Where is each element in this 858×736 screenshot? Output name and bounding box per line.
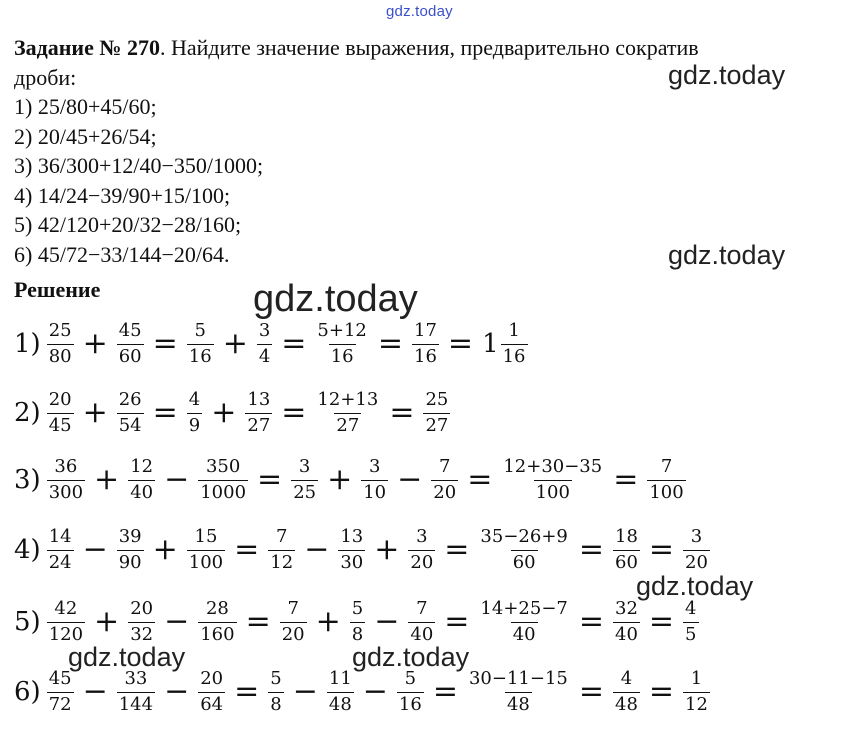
solution-heading: Решение: [14, 277, 101, 302]
numerator: 5: [270, 668, 282, 689]
denominator: 300: [48, 482, 84, 503]
denominator: 80: [48, 346, 72, 367]
numerator: 7: [276, 526, 288, 547]
fraction: [412, 322, 439, 366]
task-statement: [14, 33, 699, 269]
numerator: 20: [48, 389, 72, 410]
fraction: [47, 670, 74, 714]
fraction: [117, 670, 155, 714]
operator: −: [164, 604, 190, 639]
denominator: 16: [502, 346, 526, 367]
fraction: [501, 458, 604, 502]
denominator: 72: [48, 694, 72, 715]
task-item: 2) 20/45+26/54;: [14, 123, 157, 149]
fraction: [47, 322, 74, 366]
denominator: 20: [685, 552, 708, 573]
numerator: 17: [414, 320, 437, 341]
fraction: [467, 670, 570, 714]
fraction: [117, 322, 144, 366]
fraction: [647, 458, 685, 502]
denominator: 120: [48, 624, 84, 645]
operator: −: [362, 674, 388, 709]
fraction: [47, 458, 85, 502]
fraction: [350, 600, 365, 644]
numerator: 1: [690, 668, 703, 689]
fraction: [315, 322, 368, 366]
whole-part: 1: [482, 329, 499, 359]
numerator: 36: [54, 456, 78, 477]
fraction: [478, 528, 569, 572]
fraction: [257, 322, 272, 366]
fraction: [613, 670, 640, 714]
fraction: [245, 391, 272, 435]
line-number: 4): [14, 535, 41, 565]
numerator: 25: [425, 389, 449, 410]
solution-line-3: [14, 452, 686, 508]
denominator: 60: [512, 552, 536, 573]
operator: =: [152, 326, 178, 361]
denominator: 100: [535, 482, 570, 503]
fraction: [683, 528, 710, 572]
solution-line-1: [14, 316, 528, 372]
operator: +: [327, 462, 353, 497]
fraction: [397, 670, 424, 714]
watermark: gdz.today: [668, 240, 786, 270]
numerator: 1: [508, 320, 520, 341]
denominator: 40: [130, 482, 154, 503]
denominator: 10: [363, 482, 387, 503]
task-item: 3) 36/300+12/40−350/1000;: [14, 153, 264, 178]
fraction: [431, 458, 458, 502]
operator: +: [315, 604, 341, 639]
fraction: [478, 600, 569, 644]
denominator: 144: [118, 694, 154, 715]
denominator: 100: [188, 552, 224, 573]
numerator: 20: [130, 598, 154, 619]
fraction: [683, 600, 698, 644]
fraction: [613, 528, 640, 572]
fraction: [47, 391, 74, 435]
operator: =: [578, 532, 604, 567]
denominator: 27: [425, 415, 449, 436]
fraction: [128, 600, 155, 644]
denominator: 16: [398, 694, 422, 715]
task-item: 5) 42/120+20/32−28/160;: [14, 212, 242, 237]
operator: =: [648, 532, 675, 567]
denominator: 5: [685, 624, 697, 645]
watermark: gdz.today: [352, 642, 470, 672]
operator: =: [245, 604, 271, 639]
numerator: 26: [118, 389, 142, 410]
numerator: 350: [205, 456, 241, 477]
numerator: 39: [118, 526, 142, 547]
fraction: [338, 528, 365, 572]
denominator: 16: [414, 346, 437, 367]
operator: =: [152, 395, 178, 430]
numerator: 35−26+9: [480, 526, 568, 547]
operator: =: [444, 604, 470, 639]
denominator: 60: [615, 552, 638, 573]
numerator: 33: [124, 668, 148, 689]
task-item: 6) 45/72−33/144−20/64.: [14, 241, 230, 267]
numerator: 3: [416, 526, 428, 547]
numerator: 12: [130, 456, 154, 477]
fraction: [315, 391, 380, 435]
operator: +: [82, 395, 108, 430]
fraction: [408, 600, 435, 644]
fraction: [361, 458, 388, 502]
numerator: 3: [258, 320, 271, 341]
operator: =: [281, 395, 307, 430]
denominator: 48: [328, 694, 352, 715]
numerator: 14+25−7: [480, 598, 568, 619]
fraction: [683, 670, 710, 714]
line-number: 1): [14, 329, 41, 359]
operator: −: [397, 462, 423, 497]
line-number: 3): [14, 465, 41, 495]
denominator: 40: [410, 624, 434, 645]
fraction: [291, 458, 318, 502]
numerator: 30−11−15: [468, 668, 568, 689]
denominator: 25: [293, 482, 317, 503]
denominator: 48: [506, 694, 530, 715]
fraction: [128, 458, 155, 502]
denominator: 160: [200, 624, 235, 645]
numerator: 18: [615, 526, 638, 547]
operator: =: [578, 604, 604, 639]
fraction: [187, 528, 225, 572]
numerator: 7: [416, 598, 428, 619]
numerator: 4: [685, 598, 697, 619]
fraction: [198, 600, 236, 644]
solution-line-2: [14, 385, 450, 441]
operator: =: [648, 674, 675, 709]
operator: =: [234, 532, 260, 567]
denominator: 32: [130, 624, 154, 645]
operator: =: [234, 674, 260, 709]
numerator: 14: [48, 526, 72, 547]
operator: −: [292, 674, 318, 709]
operator: −: [164, 674, 190, 709]
numerator: 13: [247, 389, 271, 410]
denominator: 54: [118, 415, 142, 436]
denominator: 8: [351, 624, 364, 645]
task-title: Задание № 270: [14, 35, 160, 60]
operator: =: [432, 674, 458, 709]
operator: =: [389, 395, 415, 430]
denominator: 1000: [200, 482, 247, 503]
numerator: 25: [48, 320, 72, 341]
fraction: [47, 528, 74, 572]
numerator: 15: [194, 526, 218, 547]
line-number: 5): [14, 607, 41, 637]
denominator: 90: [118, 552, 142, 573]
numerator: 11: [328, 668, 352, 689]
numerator: 28: [205, 598, 229, 619]
denominator: 27: [247, 415, 271, 436]
fraction: [408, 528, 435, 572]
denominator: 12: [685, 694, 708, 715]
denominator: 48: [615, 694, 638, 715]
numerator: 12+30−35: [503, 456, 603, 477]
denominator: 27: [336, 415, 360, 436]
line-number: 2): [14, 398, 41, 428]
denominator: 64: [200, 694, 224, 715]
numerator: 5+12: [317, 320, 367, 341]
denominator: 45: [48, 415, 72, 436]
fraction: [117, 391, 144, 435]
numerator: 3: [298, 456, 311, 477]
watermark-top: gdz.today: [386, 3, 453, 20]
operator: +: [374, 532, 400, 567]
denominator: 30: [340, 552, 364, 573]
operator: =: [467, 462, 493, 497]
line-number: 6): [14, 677, 41, 707]
operator: =: [613, 462, 639, 497]
fraction: [198, 458, 248, 502]
operator: −: [304, 532, 330, 567]
numerator: 45: [48, 668, 72, 689]
denominator: 20: [433, 482, 457, 503]
numerator: 3: [368, 456, 381, 477]
numerator: 45: [118, 320, 142, 341]
denominator: 60: [118, 346, 142, 367]
operator: −: [82, 674, 108, 709]
numerator: 4: [620, 668, 633, 689]
fraction: [423, 391, 450, 435]
numerator: 20: [200, 668, 224, 689]
numerator: 5: [404, 668, 417, 689]
numerator: 13: [340, 526, 364, 547]
numerator: 12+13: [317, 389, 379, 410]
numerator: 4: [188, 389, 201, 410]
fraction: [187, 391, 202, 435]
denominator: 40: [615, 624, 638, 645]
denominator: 24: [48, 552, 72, 573]
task-text: . Найдите значение выражения, предварительно сократив: [159, 35, 699, 60]
fraction: [187, 322, 214, 366]
operator: +: [222, 326, 248, 361]
operator: −: [374, 604, 400, 639]
operator: +: [94, 462, 120, 497]
watermark: gdz.today: [68, 642, 186, 672]
operator: =: [377, 326, 404, 361]
fraction: [117, 528, 144, 572]
operator: =: [257, 462, 283, 497]
fraction: [280, 600, 307, 644]
denominator: 20: [281, 624, 305, 645]
denominator: 100: [649, 482, 684, 503]
task-item: 4) 14/24−39/90+15/100;: [14, 182, 231, 208]
fraction: [47, 600, 85, 644]
watermark: gdz.today: [636, 571, 754, 601]
numerator: 42: [54, 598, 78, 619]
numerator: 7: [287, 598, 299, 619]
operator: +: [152, 532, 178, 567]
fraction: [268, 670, 283, 714]
operator: =: [578, 674, 604, 709]
operator: +: [94, 604, 120, 639]
operator: =: [447, 326, 474, 361]
operator: +: [211, 395, 237, 430]
fraction: [198, 670, 225, 714]
numerator: 32: [615, 598, 638, 619]
operator: =: [444, 532, 470, 567]
denominator: 20: [410, 552, 434, 573]
denominator: 8: [270, 694, 282, 715]
fraction: [327, 670, 354, 714]
operator: −: [82, 532, 108, 567]
denominator: 12: [270, 552, 294, 573]
denominator: 16: [188, 346, 212, 367]
numerator: 7: [660, 456, 673, 477]
task-item: 1) 25/80+45/60;: [14, 94, 157, 119]
operator: =: [648, 604, 675, 639]
fraction: [501, 322, 528, 366]
denominator: 4: [258, 346, 271, 367]
operator: =: [281, 326, 307, 361]
denominator: 40: [512, 624, 536, 645]
task-text-continued: дроби:: [14, 64, 77, 90]
watermark: gdz.today: [253, 278, 418, 320]
fraction: [613, 600, 640, 644]
denominator: 9: [188, 415, 201, 436]
numerator: 5: [194, 320, 206, 341]
numerator: 3: [690, 526, 703, 547]
numerator: 5: [351, 598, 364, 619]
fraction: [268, 528, 295, 572]
operator: +: [82, 326, 108, 361]
operator: −: [164, 462, 190, 497]
numerator: 7: [439, 456, 451, 477]
watermark: gdz.today: [668, 60, 786, 90]
solution-line-4: [14, 522, 710, 578]
denominator: 16: [330, 346, 354, 367]
